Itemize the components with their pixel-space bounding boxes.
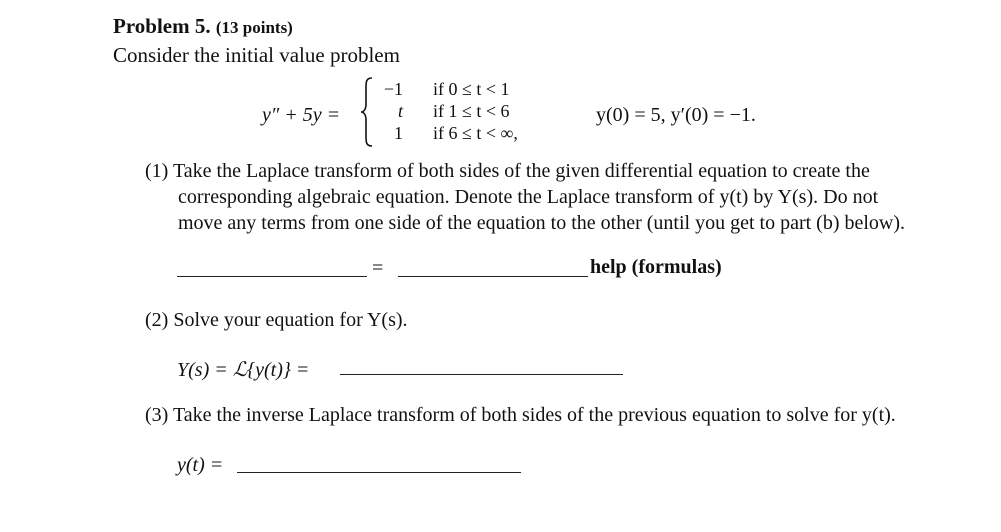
- part1-lhs-answer-field[interactable]: [177, 276, 367, 277]
- case-value: 1: [394, 123, 403, 143]
- case-value: −1: [383, 79, 403, 99]
- part2-answer-field[interactable]: [340, 374, 623, 375]
- part2-text: Solve your equation for Y(s).: [173, 309, 408, 331]
- help-formulas-link[interactable]: help (formulas): [590, 256, 722, 278]
- part2-label: (2): [145, 309, 169, 331]
- part1-instructions: [145, 158, 945, 236]
- part1-label: (1): [145, 160, 169, 182]
- part1-line2: corresponding algebraic equation. Denote the Laplace transform of y(t) by Y(s). Do not: [178, 186, 879, 208]
- part1-equals-sign: =: [372, 257, 384, 279]
- part1-line3: move any terms from one side of the equation to the other (until you get to part (b) below).: [178, 212, 906, 234]
- problem-number: Problem 5.: [113, 14, 211, 38]
- part3-answer-prefix: y(t) =: [177, 454, 224, 476]
- case-condition: if 6 ≤ t < ∞,: [433, 123, 518, 143]
- part3-label: (3): [145, 404, 169, 426]
- problem-title: [113, 14, 293, 39]
- part1-line1: Take the Laplace transform of both sides of the given differential equation to create the: [172, 160, 870, 182]
- part2-answer-prefix: Y(s) = ℒ{y(t)} =: [177, 359, 310, 381]
- problem-intro: Consider the initial value problem: [113, 43, 400, 67]
- part3-text: Take the inverse Laplace transform of both sides of the previous equation to solve for y(t).: [172, 404, 896, 426]
- part3-answer-field[interactable]: [237, 472, 521, 473]
- problem-points: (13 points): [215, 18, 293, 37]
- case-condition: if 0 ≤ t < 1: [433, 79, 510, 99]
- equation-lhs: y″ + 5y =: [262, 104, 341, 126]
- case-value: t: [397, 101, 403, 121]
- case-condition: if 1 ≤ t < 6: [433, 101, 510, 121]
- part2-instructions: [145, 309, 408, 332]
- part3-instructions: [145, 404, 896, 427]
- initial-conditions: y(0) = 5, y′(0) = −1.: [596, 104, 756, 126]
- part1-rhs-answer-field[interactable]: [398, 276, 588, 277]
